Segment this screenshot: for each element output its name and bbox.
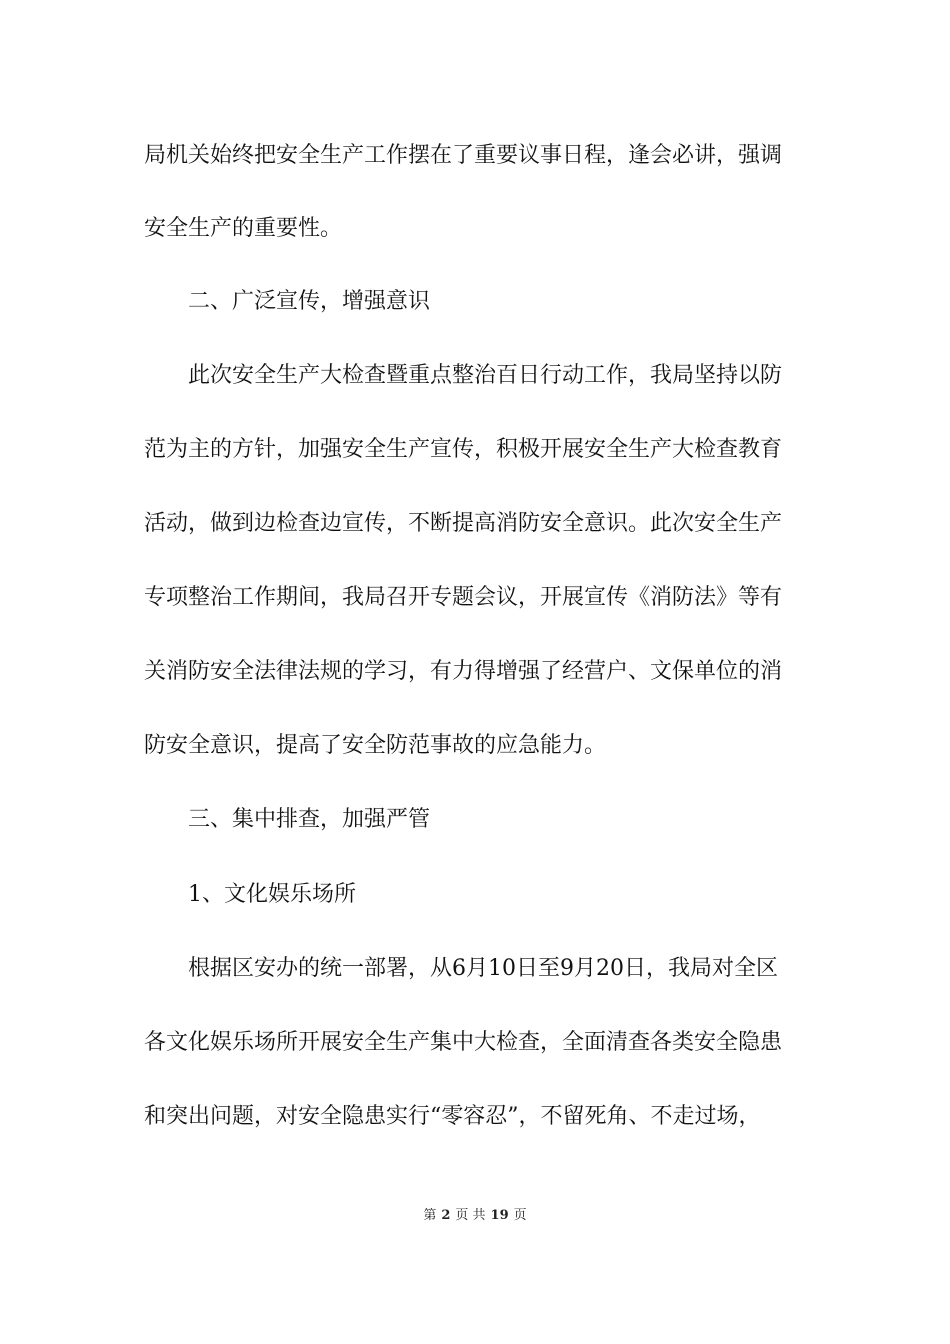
section-heading: 三、集中排查，加强严管 xyxy=(188,807,431,832)
body-text-line: 活动，做到边检查边宣传，不断提高消防安全意识。此次安全生产 xyxy=(144,511,783,536)
body-text-line: 局机关始终把安全生产工作摆在了重要议事日程，逢会必讲，强调 xyxy=(144,143,783,168)
body-text-line: 范为主的方针，加强安全生产宣传，积极开展安全生产大检查教育 xyxy=(144,437,783,462)
body-text-line: 关消防安全法律法规的学习，有力得增强了经营户、文保单位的消 xyxy=(144,659,783,684)
body-text-line: 安全生产的重要性。 xyxy=(144,216,343,241)
footer-middle: 页 共 xyxy=(455,1208,486,1223)
footer-suffix: 页 xyxy=(513,1208,527,1223)
body-text-line: 此次安全生产大检查暨重点整治百日行动工作，我局坚持以防 xyxy=(188,363,783,388)
body-text-line: 各文化娱乐场所开展安全生产集中大检查，全面清查各类安全隐患 xyxy=(144,1030,783,1055)
subsection-heading: 1、文化娱乐场所 xyxy=(188,882,356,907)
section-heading: 二、广泛宣传，增强意识 xyxy=(188,289,431,314)
current-page-number: 2 xyxy=(441,1208,451,1223)
total-pages-number: 19 xyxy=(490,1208,509,1223)
body-text-line: 专项整治工作期间，我局召开专题会议，开展宣传《消防法》等有 xyxy=(144,585,783,610)
body-text-line: 防安全意识，提高了安全防范事故的应急能力。 xyxy=(144,733,607,758)
page-number-footer xyxy=(0,1206,950,1226)
footer-prefix: 第 xyxy=(423,1208,437,1223)
body-text-line: 和突出问题，对安全隐患实行“零容忍”，不留死角、不走过场， xyxy=(144,1104,761,1129)
body-text-line: 根据区安办的统一部署，从6月10日至9月20日，我局对全区 xyxy=(188,956,778,981)
